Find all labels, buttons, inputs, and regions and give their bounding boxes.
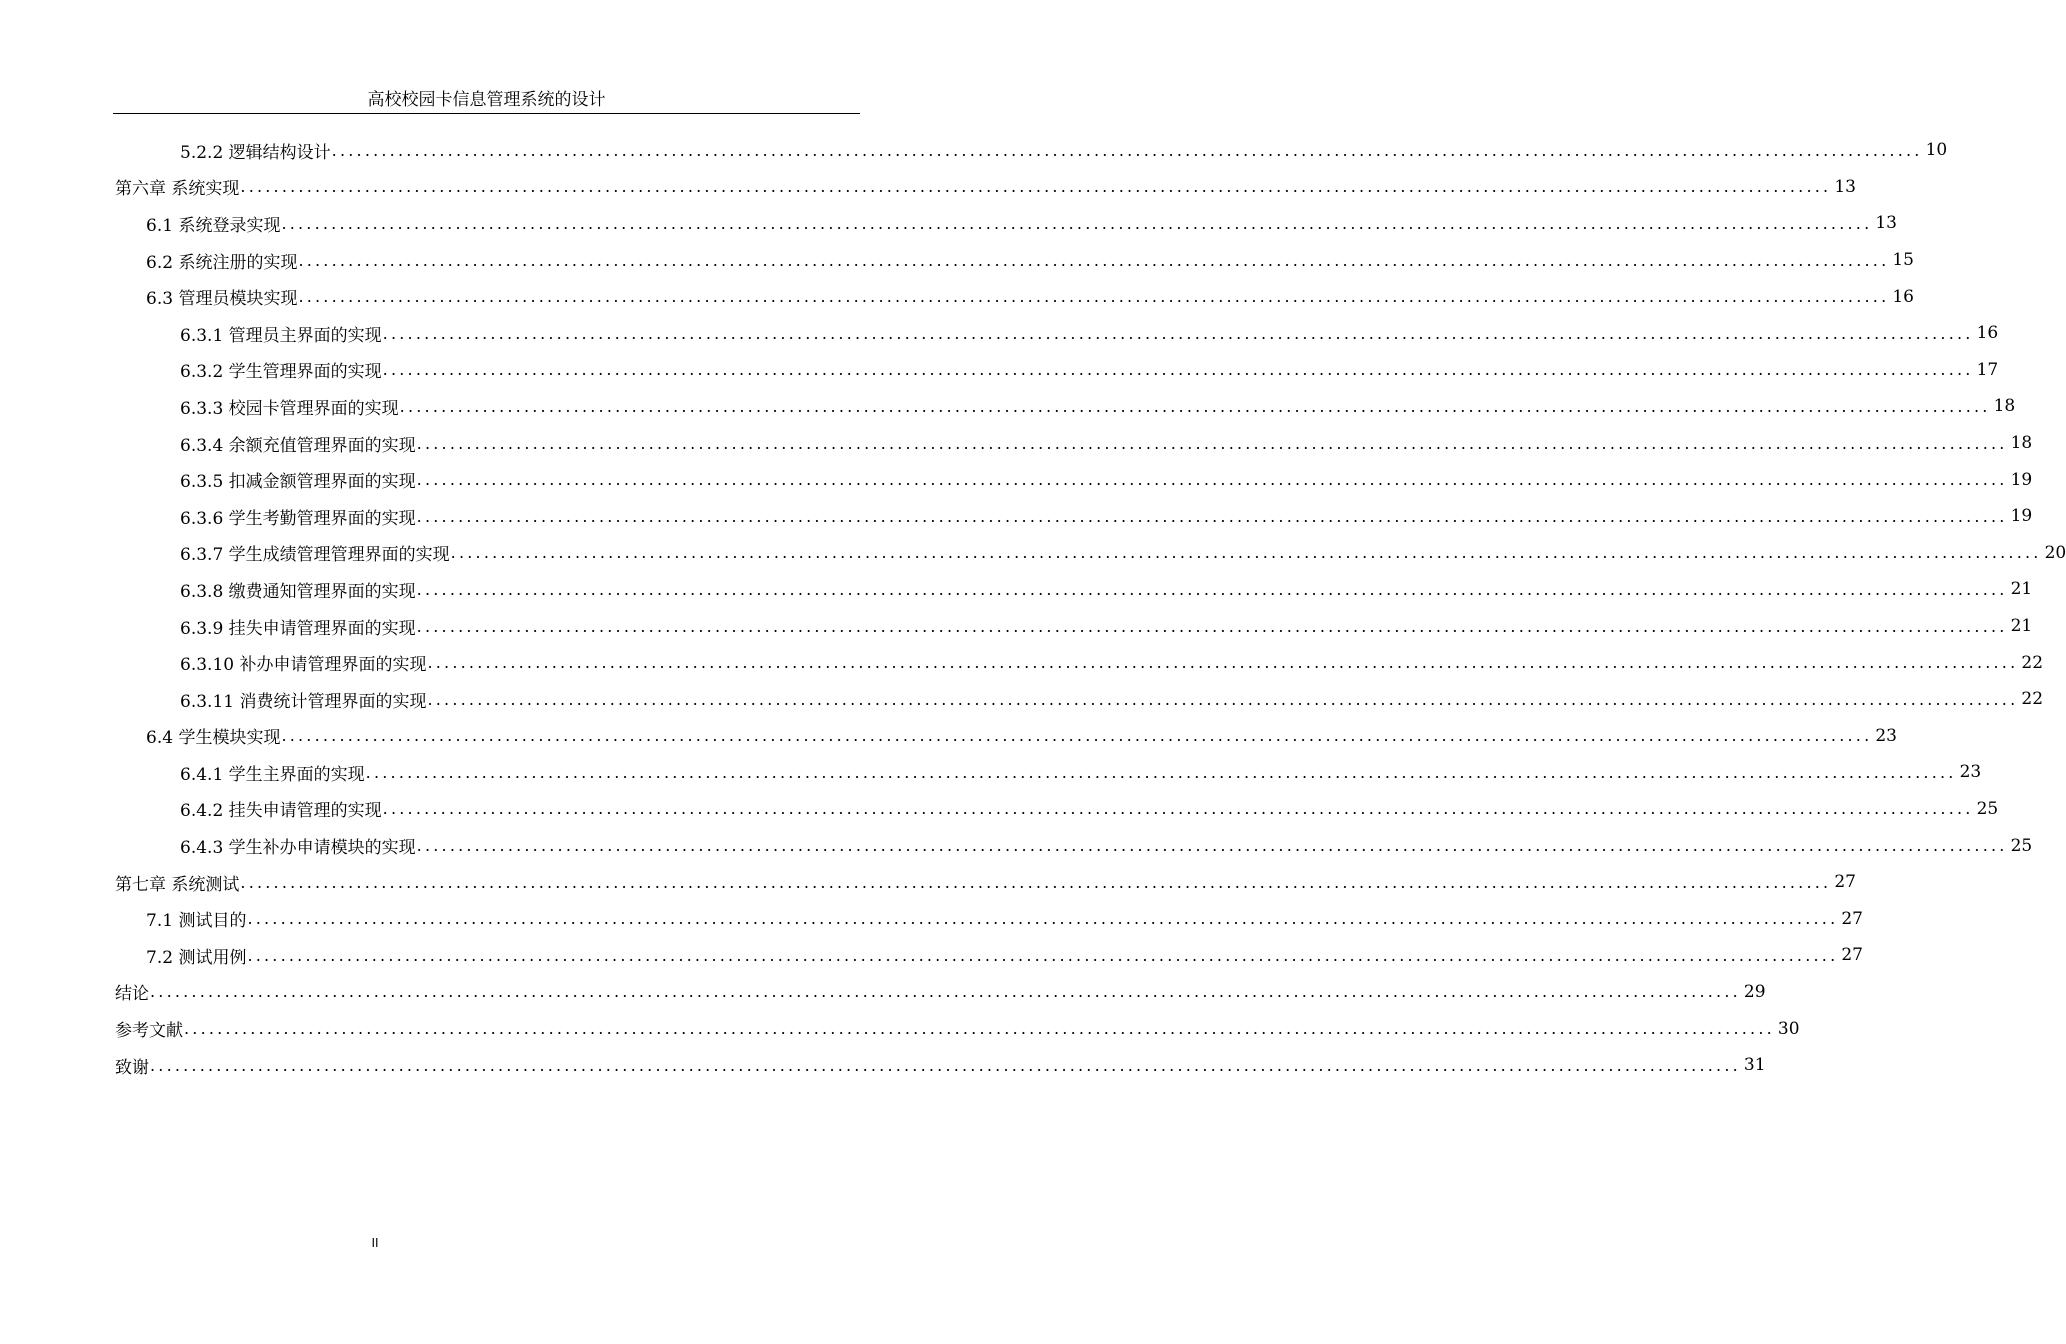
- toc-dot-leader: ................................................................................................................................................................................................: [331, 140, 1923, 160]
- toc-entry-label: 第六章 系统实现: [115, 179, 240, 200]
- toc-entry-label: 6.3.10 补办申请管理界面的实现: [180, 655, 427, 676]
- toc-entry-label: 第七章 系统测试: [115, 874, 240, 895]
- toc-entry[interactable]: [113, 937, 1863, 974]
- toc-entry[interactable]: [113, 278, 1914, 315]
- toc-entry-label: 5.2.2 逻辑结构设计: [180, 142, 331, 163]
- toc-entry[interactable]: [113, 425, 2033, 462]
- toc-dot-leader: ................................................................................................................................................................................................: [382, 323, 1974, 343]
- toc-entry-page: 23: [1959, 762, 1982, 783]
- toc-entry-label: 6.1 系统登录实现: [146, 215, 281, 236]
- toc-dot-leader: ................................................................................................................................................................................................: [450, 543, 2042, 563]
- toc-entry-label: 6.4.2 挂失申请管理的实现: [180, 801, 382, 822]
- toc-entry[interactable]: [113, 242, 1914, 279]
- toc-entry-page: 22: [2021, 689, 2044, 710]
- toc-dot-leader: ................................................................................................................................................................................................: [399, 396, 1991, 416]
- toc-entry[interactable]: [113, 461, 2033, 498]
- toc-entry-page: 13: [1875, 213, 1897, 234]
- toc-entry-label: 6.2 系统注册的实现: [146, 252, 298, 273]
- toc-dot-leader: ................................................................................................................................................................................................: [247, 909, 1839, 929]
- toc-dot-leader: ................................................................................................................................................................................................: [298, 287, 1890, 307]
- toc-entry-label: 7.2 测试用例: [146, 947, 247, 968]
- toc-dot-leader: ................................................................................................................................................................................................: [427, 653, 2019, 673]
- toc-entry-page: 21: [2010, 579, 2033, 600]
- toc-entry-label: 6.3.8 缴费通知管理界面的实现: [180, 581, 416, 602]
- toc-entry[interactable]: [113, 608, 2033, 645]
- toc-entry-page: 30: [1777, 1018, 1800, 1039]
- toc-entry[interactable]: [113, 791, 1999, 828]
- toc-entry-page: 25: [2010, 835, 2033, 856]
- toc-entry-page: 17: [1976, 359, 1999, 380]
- toc-entry[interactable]: [113, 900, 1863, 937]
- toc-entry-label: 6.4 学生模块实现: [146, 728, 281, 749]
- toc-entry[interactable]: [113, 205, 1897, 242]
- toc-dot-leader: ................................................................................................................................................................................................: [416, 616, 2008, 636]
- toc-dot-leader: ................................................................................................................................................................................................: [184, 1019, 1775, 1039]
- toc-entry-label: 6.3.5 扣减金额管理界面的实现: [180, 472, 416, 493]
- toc-entry-label: 6.3.1 管理员主界面的实现: [180, 325, 382, 346]
- toc-entry-label: 6.3 管理员模块实现: [146, 289, 298, 310]
- toc-entry[interactable]: [113, 169, 1856, 206]
- toc-entry-page: 25: [1976, 798, 1999, 819]
- running-header-title: 高校校园卡信息管理系统的设计: [367, 90, 606, 110]
- toc-entry-label: 结论: [115, 984, 149, 1005]
- toc-entry-label: 6.4.3 学生补办申请模块的实现: [180, 838, 416, 859]
- toc-dot-leader: ................................................................................................................................................................................................: [382, 799, 1974, 819]
- toc-entry-page: 15: [1892, 250, 1914, 271]
- toc-entry-page: 18: [2010, 433, 2033, 454]
- toc-dot-leader: ................................................................................................................................................................................................: [416, 579, 2008, 599]
- toc-entry-label: 6.3.11 消费统计管理界面的实现: [180, 691, 427, 712]
- toc-entry[interactable]: [113, 352, 1999, 389]
- toc-entry[interactable]: [113, 974, 1766, 1011]
- toc-entry[interactable]: [113, 388, 2016, 425]
- toc-entry[interactable]: [113, 864, 1856, 901]
- toc-entry-page: 21: [2010, 616, 2033, 637]
- toc-dot-leader: ................................................................................................................................................................................................: [150, 1055, 1741, 1075]
- toc-dot-leader: ................................................................................................................................................................................................: [365, 762, 1957, 782]
- toc-entry-label: 6.4.1 学生主界面的实现: [180, 764, 365, 785]
- toc-entry[interactable]: [113, 681, 2044, 718]
- toc-entry-page: 22: [2021, 652, 2044, 673]
- header-divider: [113, 113, 860, 114]
- toc-entry[interactable]: [113, 498, 2033, 535]
- toc-entry-page: 13: [1834, 176, 1856, 197]
- toc-dot-leader: ................................................................................................................................................................................................: [150, 982, 1741, 1002]
- toc-entry[interactable]: [113, 718, 1897, 755]
- toc-entry[interactable]: [113, 1010, 1800, 1047]
- toc-entry-label: 6.3.6 学生考勤管理界面的实现: [180, 508, 416, 529]
- toc-dot-leader: ................................................................................................................................................................................................: [281, 213, 1873, 233]
- toc-entry[interactable]: [113, 644, 2044, 681]
- toc-dot-leader: ................................................................................................................................................................................................: [416, 433, 2008, 453]
- toc-dot-leader: ................................................................................................................................................................................................: [240, 177, 1832, 197]
- toc-entry-label: 6.3.9 挂失申请管理界面的实现: [180, 618, 416, 639]
- toc-entry[interactable]: [113, 132, 1948, 169]
- toc-entry-page: 27: [1834, 872, 1856, 893]
- toc-entry[interactable]: [113, 315, 1999, 352]
- toc-entry-page: 27: [1841, 908, 1863, 929]
- toc-entry-page: 27: [1841, 945, 1863, 966]
- toc-dot-leader: ................................................................................................................................................................................................: [240, 872, 1832, 892]
- toc-entry-label: 6.3.4 余额充值管理界面的实现: [180, 435, 416, 456]
- toc-entry-page: 16: [1976, 323, 1999, 344]
- toc-entry-label: 7.1 测试目的: [146, 911, 247, 932]
- toc-entry-label: 6.3.2 学生管理界面的实现: [180, 362, 382, 383]
- toc-entry[interactable]: [113, 1047, 1766, 1084]
- toc-entry-page: 23: [1875, 725, 1897, 746]
- toc-entry[interactable]: [113, 535, 2066, 572]
- toc-entry-label: 致谢: [115, 1057, 149, 1078]
- toc-dot-leader: ................................................................................................................................................................................................: [281, 726, 1873, 746]
- toc-entry-label: 参考文献: [115, 1021, 183, 1042]
- toc-entry-page: 31: [1743, 1055, 1766, 1076]
- toc-dot-leader: ................................................................................................................................................................................................: [416, 470, 2008, 490]
- footer-page-number: II: [371, 1236, 379, 1250]
- toc-entry[interactable]: [113, 754, 1982, 791]
- toc-entry-page: 18: [1993, 396, 2016, 417]
- toc-dot-leader: ................................................................................................................................................................................................: [247, 945, 1839, 965]
- toc-dot-leader: ................................................................................................................................................................................................: [427, 689, 2019, 709]
- toc-entry-page: 20: [2044, 542, 2066, 563]
- toc-entry[interactable]: [113, 827, 2033, 864]
- toc-entry-page: 10: [1925, 140, 1948, 161]
- toc-dot-leader: ................................................................................................................................................................................................: [382, 360, 1974, 380]
- toc-entry-label: 6.3.7 学生成绩管理管理界面的实现: [180, 545, 450, 566]
- toc-entry-page: 29: [1743, 981, 1766, 1002]
- toc-dot-leader: ................................................................................................................................................................................................: [416, 836, 2008, 856]
- toc-dot-leader: ................................................................................................................................................................................................: [298, 250, 1890, 270]
- toc-dot-leader: ................................................................................................................................................................................................: [416, 506, 2008, 526]
- toc-entry-page: 19: [2010, 506, 2033, 527]
- table-of-contents: [113, 132, 2066, 1083]
- toc-entry-page: 19: [2010, 469, 2033, 490]
- toc-entry[interactable]: [113, 571, 2033, 608]
- toc-entry-label: 6.3.3 校园卡管理界面的实现: [180, 398, 399, 419]
- toc-entry-page: 16: [1892, 286, 1914, 307]
